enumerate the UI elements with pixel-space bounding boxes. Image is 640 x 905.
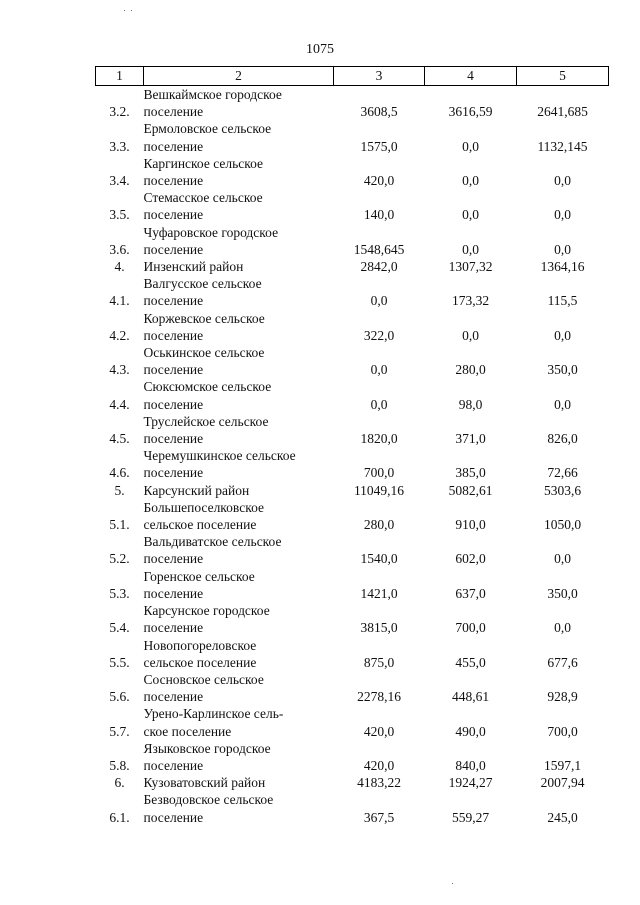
row-number: 5.2. xyxy=(109,551,130,567)
row-value-col3: 420,0 xyxy=(363,757,395,773)
table-row xyxy=(96,275,609,309)
row-name xyxy=(144,533,334,567)
row-name xyxy=(144,637,334,671)
row-name-line: Вальдиватское сельское xyxy=(143,534,282,550)
row-value-col5: 700,0 xyxy=(547,723,578,739)
header-col-3: 3 xyxy=(334,67,425,86)
row-name-line: Карсунское городское xyxy=(143,603,270,619)
row-name-line: Труслейское сельское xyxy=(143,413,269,429)
row-value-col5: 5303,6 xyxy=(543,482,582,498)
table-row xyxy=(96,482,609,499)
row-name xyxy=(144,155,334,189)
row-value-col4: 455,0 xyxy=(455,654,486,670)
row-number: 3.5. xyxy=(109,207,130,223)
table-row xyxy=(96,740,609,774)
row-name-line: Каргинское сельское xyxy=(143,155,264,171)
table-row xyxy=(96,413,609,447)
table-row xyxy=(96,602,609,636)
row-name-line: поселение xyxy=(143,757,204,773)
row-name-line: Сюксюмское сельское xyxy=(143,379,272,395)
row-name-line: поселение xyxy=(143,362,204,378)
row-value-col4: 0,0 xyxy=(462,138,479,154)
table-row xyxy=(96,189,609,223)
table-row xyxy=(96,224,609,258)
table-row xyxy=(96,499,609,533)
row-name-line: поселение xyxy=(143,431,204,447)
row-name-line: Оськинское сельское xyxy=(143,345,265,361)
table-row xyxy=(96,258,609,275)
row-name xyxy=(144,447,334,481)
row-name-line: поселение xyxy=(143,207,204,223)
row-name-line: Безводовское сельское xyxy=(143,792,274,808)
row-value-col3: 2842,0 xyxy=(360,259,398,275)
row-name-line: поселение xyxy=(143,138,204,154)
row-name-line: Сосновское сельское xyxy=(143,671,264,687)
row-number: 5.4. xyxy=(109,620,130,636)
row-value-col4: 173,32 xyxy=(451,293,490,309)
row-number: 5.1. xyxy=(109,517,130,533)
row-value-col3: 1540,0 xyxy=(360,551,398,567)
row-value-col5: 0,0 xyxy=(554,620,571,636)
row-value-col3: 280,0 xyxy=(363,517,395,533)
row-name xyxy=(144,791,334,825)
row-value-col3: 700,0 xyxy=(363,465,395,481)
row-value-col4: 602,0 xyxy=(455,551,486,567)
table-row xyxy=(96,533,609,567)
row-value-col4: 700,0 xyxy=(455,620,486,636)
row-value-col4: 385,0 xyxy=(455,465,486,481)
row-name-line: Урено-Карлинское сель- xyxy=(143,706,284,722)
table-row xyxy=(96,637,609,671)
row-name-line: поселение xyxy=(143,396,204,412)
row-name-line: поселение xyxy=(143,689,204,705)
page-number: 1075 xyxy=(306,42,334,57)
row-number: 4.1. xyxy=(109,293,130,309)
row-name-line: поселение xyxy=(143,327,204,343)
row-name xyxy=(144,568,334,602)
row-name xyxy=(144,120,334,154)
row-value-col5: 826,0 xyxy=(547,431,578,447)
row-name-line: поселение xyxy=(143,293,204,309)
row-name-line: поселение xyxy=(143,809,204,825)
row-name xyxy=(144,344,334,378)
row-name-line: Инзенский район xyxy=(143,259,244,275)
row-value-col4: 0,0 xyxy=(462,173,479,189)
row-value-col3: 3608,5 xyxy=(360,104,398,120)
table-row xyxy=(96,705,609,739)
table-row xyxy=(96,378,609,412)
row-name xyxy=(144,671,334,705)
row-name-line: Вешкаймское городское xyxy=(143,87,282,102)
row-number: 4.2. xyxy=(109,327,130,343)
row-value-col3: 1575,0 xyxy=(360,138,398,154)
table-row xyxy=(96,86,609,121)
row-name xyxy=(144,774,334,791)
row-value-col5: 245,0 xyxy=(547,809,578,825)
header-col-2: 2 xyxy=(144,67,334,86)
row-name xyxy=(144,482,334,499)
row-value-col3: 2278,16 xyxy=(357,689,401,705)
table-row xyxy=(96,791,609,825)
row-value-col4: 490,0 xyxy=(455,723,486,739)
row-value-col3: 11049,16 xyxy=(353,482,405,498)
table-row xyxy=(96,310,609,344)
row-value-col4: 371,0 xyxy=(455,431,486,447)
row-value-col3: 3815,0 xyxy=(360,620,398,636)
row-name xyxy=(144,258,334,275)
row-name xyxy=(144,499,334,533)
row-number: 5.6. xyxy=(109,689,130,705)
row-name-line: поселение xyxy=(143,104,204,120)
row-value-col4: 0,0 xyxy=(462,207,479,223)
row-name xyxy=(144,740,334,774)
row-value-col5: 0,0 xyxy=(554,551,571,567)
row-value-col5: 72,66 xyxy=(547,465,578,481)
row-value-col4: 0,0 xyxy=(462,241,479,257)
row-name-line: Горенское сельское xyxy=(143,568,255,584)
row-number: 5.7. xyxy=(109,723,130,739)
scan-speck xyxy=(131,10,132,11)
header-col-5: 5 xyxy=(517,67,609,86)
scan-speck xyxy=(124,10,125,11)
scan-speck xyxy=(452,883,453,884)
row-value-col4: 840,0 xyxy=(455,757,486,773)
row-number: 5. xyxy=(114,482,125,498)
row-name-line: сельское поселение xyxy=(143,517,257,533)
row-value-col4: 3616,59 xyxy=(448,104,493,120)
row-name-line: Карсунский район xyxy=(143,482,250,498)
row-name xyxy=(144,275,334,309)
table-body xyxy=(96,86,609,826)
row-name xyxy=(144,310,334,344)
row-number: 5.8. xyxy=(109,757,130,773)
row-number: 4. xyxy=(114,259,125,275)
row-value-col4: 1924,27 xyxy=(448,775,493,791)
row-value-col4: 98,0 xyxy=(458,396,483,412)
row-value-col3: 4183,22 xyxy=(357,775,401,791)
row-name-line: поселение xyxy=(143,465,204,481)
row-value-col4: 0,0 xyxy=(462,327,479,343)
row-name-line: Новопогореловское xyxy=(143,637,257,653)
header-col-1: 1 xyxy=(96,67,144,86)
row-value-col3: 1421,0 xyxy=(360,585,398,601)
row-number: 3.3. xyxy=(109,138,130,154)
table-row xyxy=(96,671,609,705)
row-number: 5.3. xyxy=(109,585,130,601)
table-row xyxy=(96,774,609,791)
row-value-col5: 1132,145 xyxy=(537,138,588,154)
row-value-col3: 0,0 xyxy=(370,396,388,412)
row-value-col5: 350,0 xyxy=(547,362,578,378)
row-name xyxy=(144,602,334,636)
table-header-row xyxy=(96,67,609,86)
row-value-col3: 0,0 xyxy=(370,293,388,309)
row-value-col5: 677,6 xyxy=(547,654,578,670)
row-value-col4: 1307,32 xyxy=(448,259,493,275)
row-name-line: сельское поселение xyxy=(143,654,257,670)
row-value-col5: 115,5 xyxy=(547,293,578,309)
row-name-line: поселение xyxy=(143,551,204,567)
row-number: 4.3. xyxy=(109,362,130,378)
row-name xyxy=(144,224,334,258)
row-number: 4.5. xyxy=(109,431,130,447)
row-name-line: ское поселение xyxy=(143,723,232,739)
row-value-col5: 0,0 xyxy=(554,396,571,412)
table-row xyxy=(96,120,609,154)
row-name-line: Стемасское сельское xyxy=(143,190,263,206)
row-number: 3.4. xyxy=(109,173,130,189)
row-name-line: Языковское городское xyxy=(143,740,271,756)
row-value-col4: 559,27 xyxy=(451,809,490,825)
row-value-col5: 2007,94 xyxy=(540,775,585,791)
row-name-line: поселение xyxy=(143,585,204,601)
row-number: 6. xyxy=(114,775,125,791)
row-value-col3: 875,0 xyxy=(363,654,395,670)
row-name-line: поселение xyxy=(143,241,204,257)
row-value-col5: 1050,0 xyxy=(543,517,582,533)
row-value-col5: 0,0 xyxy=(554,327,571,343)
row-name-line: Кузоватовский район xyxy=(143,775,266,791)
row-value-col3: 322,0 xyxy=(363,327,395,343)
row-value-col3: 420,0 xyxy=(363,173,395,189)
row-value-col4: 910,0 xyxy=(455,517,486,533)
row-name xyxy=(144,378,334,412)
table-row xyxy=(96,155,609,189)
table-row xyxy=(96,447,609,481)
row-number: 6.1. xyxy=(109,809,130,825)
table-row xyxy=(96,568,609,602)
row-value-col3: 420,0 xyxy=(363,723,395,739)
row-value-col4: 5082,61 xyxy=(448,482,493,498)
row-name-line: Ермоловское сельское xyxy=(143,121,272,137)
row-number: 4.4. xyxy=(109,396,130,412)
row-value-col5: 2641,685 xyxy=(537,104,588,120)
row-value-col4: 448,61 xyxy=(451,689,490,705)
row-name-line: поселение xyxy=(143,173,204,189)
row-name-line: Черемушкинское сельское xyxy=(143,448,296,464)
header-col-4: 4 xyxy=(425,67,517,86)
row-number: 3.6. xyxy=(109,241,130,257)
row-value-col3: 367,5 xyxy=(363,809,395,825)
row-number: 5.5. xyxy=(109,654,130,670)
row-value-col5: 1364,16 xyxy=(540,259,585,275)
row-number: 3.2. xyxy=(109,104,130,120)
row-number: 4.6. xyxy=(109,465,130,481)
row-value-col3: 0,0 xyxy=(370,362,388,378)
row-value-col5: 928,9 xyxy=(547,689,578,705)
row-value-col5: 0,0 xyxy=(554,207,571,223)
data-table xyxy=(95,66,609,826)
row-name xyxy=(144,189,334,223)
row-value-col5: 0,0 xyxy=(554,173,571,189)
row-value-col3: 1820,0 xyxy=(360,431,398,447)
row-name-line: Коржевское сельское xyxy=(143,310,265,326)
row-value-col4: 637,0 xyxy=(455,585,486,601)
row-name-line: Большепоселковское xyxy=(143,499,264,515)
row-name-line: поселение xyxy=(143,620,204,636)
row-value-col5: 350,0 xyxy=(547,585,578,601)
row-value-col3: 140,0 xyxy=(363,207,395,223)
row-value-col3: 1548,645 xyxy=(353,241,405,257)
row-value-col5: 0,0 xyxy=(554,241,571,257)
row-name xyxy=(144,86,334,121)
row-value-col5: 1597,1 xyxy=(543,757,582,773)
row-name-line: Чуфаровское городское xyxy=(143,224,279,240)
row-name xyxy=(144,413,334,447)
row-value-col4: 280,0 xyxy=(455,362,486,378)
row-name-line: Валгусское сельское xyxy=(143,276,262,292)
table-row xyxy=(96,344,609,378)
row-name xyxy=(144,705,334,739)
